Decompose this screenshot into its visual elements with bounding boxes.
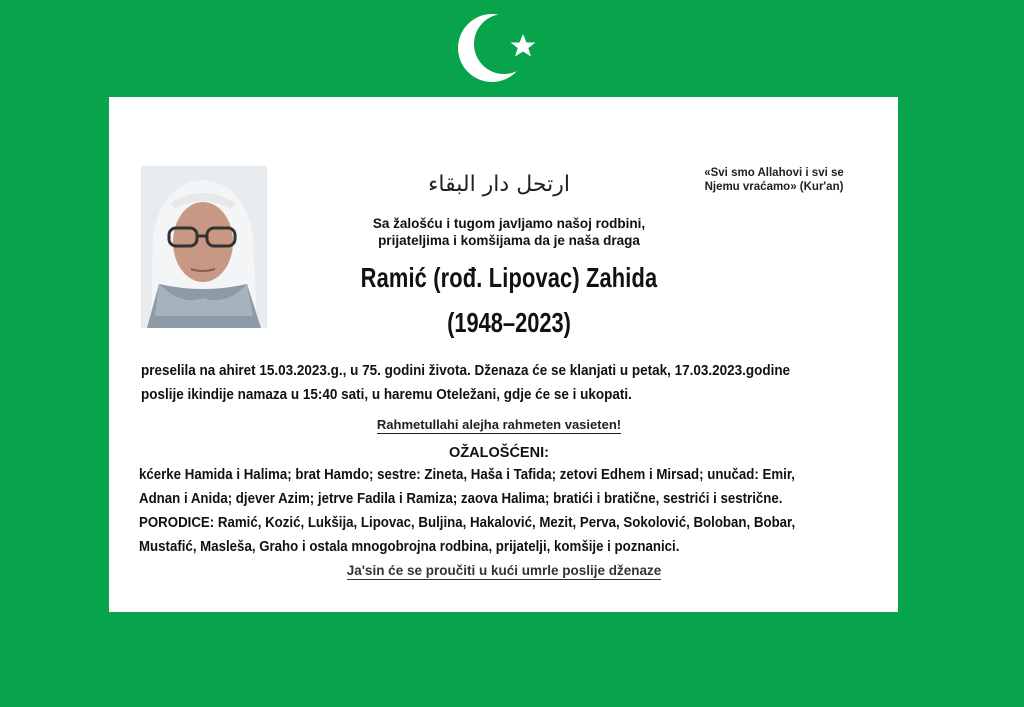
jasin-note	[299, 563, 709, 578]
deceased-years: (1948–2023)	[447, 307, 571, 338]
portrait-photo	[141, 166, 267, 328]
quote-line-1: «Svi smo Allahovi i svi se	[704, 167, 844, 179]
deceased-name: Ramić (rođ. Lipovac) Zahida	[360, 262, 658, 293]
mourners-title: OŽALOŠĆENI:	[449, 445, 549, 461]
prayer-line	[309, 417, 689, 432]
death-notice-line-2: poslije ikindije namaza u 15:40 sati, u haremu Oteležani, gdje će se i ukopati.	[141, 387, 632, 403]
mourners-line-4: Mustafić, Masleša, Graho i ostala mnogobrojna rodbina, prijatelji, komšije i poznanici.	[139, 539, 680, 555]
prayer-text: Rahmetullahi alejha rahmeten vasieten!	[376, 417, 622, 432]
intro-line-2: prijateljima i komšijama da je naša draga	[378, 233, 640, 248]
intro-line-1: Sa žalošću i tugom javljamo našoj rodbini,	[372, 216, 646, 231]
death-notice	[141, 359, 820, 407]
arabic-calligraphy	[428, 163, 570, 203]
mourners-list	[139, 463, 862, 559]
intro-text	[319, 215, 699, 249]
mourners-line-1: kćerke Hamida i Halima; brat Hamdo; sestre: Zineta, Haša i Tafida; zetovi Edhem i Mirsad; unučad: Emir,	[139, 467, 795, 483]
quran-quote	[674, 166, 874, 194]
quote-line-2: Njemu vraćamo» (Kur'an)	[704, 181, 844, 193]
obituary-card	[109, 97, 898, 612]
mourners-line-2: Adnan i Anida; djever Azim; jetrve Fadila i Ramiza; zaova Halima; bratići i bratične, sestrići i sestrične.	[139, 491, 783, 507]
crescent-star-icon	[456, 10, 546, 86]
svg-text:ارتحل دار البقاء: ارتحل دار البقاء	[428, 172, 570, 197]
death-notice-line-1: preselila na ahiret 15.03.2023.g., u 75. godini života. Dženaza će se klanjati u petak, 17.03.2023.godine	[141, 363, 791, 379]
jasin-text: Ja'sin će se proučiti u kući umrle poslije dženaze	[346, 563, 662, 578]
mourners-line-3: PORODICE: Ramić, Kozić, Lukšija, Lipovac, Buljina, Hakalović, Mezit, Perva, Sokolović, Boloban, Bobar,	[139, 515, 796, 531]
